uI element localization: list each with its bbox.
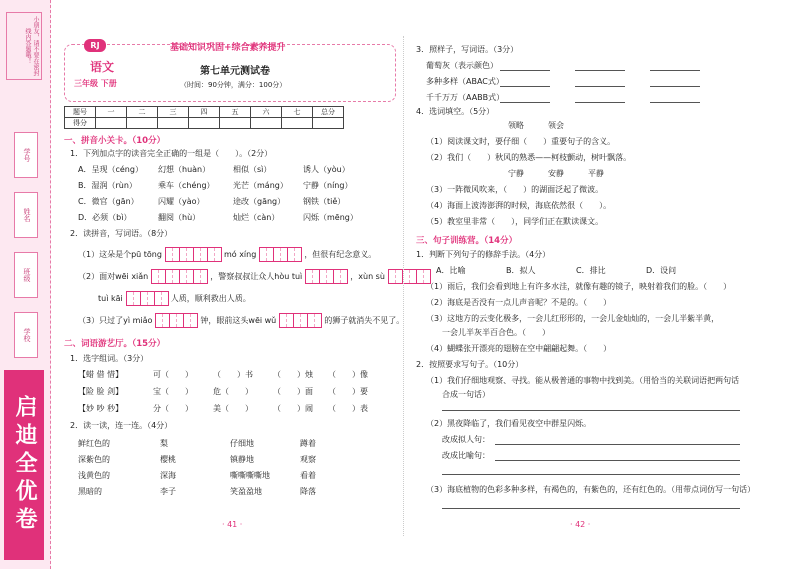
q7-item-1[interactable]: （1）雨后，我们会看到地上有许多水洼，就像有趣的镜子，映射着我们的脸。（ ） (426, 282, 732, 291)
page-number-left: · 41 · (222, 520, 243, 529)
slogan: 基础知识巩固+综合素养提升 (170, 43, 286, 53)
q3-prompt: 1．选字组词。（3分） (70, 354, 149, 363)
answer-line[interactable] (442, 474, 740, 475)
score-head: 二 (127, 107, 158, 118)
q5-item-2: 多种多样（ABAC式） (426, 77, 504, 86)
match-col-3 (230, 436, 270, 500)
pinyin-grid[interactable] (259, 247, 301, 262)
score-cell[interactable] (96, 118, 127, 129)
word-choice: 领略 (508, 121, 524, 130)
page-divider (403, 36, 404, 536)
score-cell[interactable] (220, 118, 251, 129)
rhetoric-option: D．设问 (646, 266, 677, 275)
match-item[interactable]: 鲜红色的 (78, 439, 110, 448)
section-2-heading: 二、词语游艺厅。（15分） (64, 339, 166, 349)
word-choice: 安静 (548, 169, 564, 178)
match-item[interactable]: 笑盈盈地 (230, 487, 262, 496)
word-choice: 平静 (588, 169, 604, 178)
answer-line[interactable] (650, 86, 700, 87)
rhetoric-option: C．排比 (576, 266, 606, 275)
match-item[interactable]: 降落 (300, 487, 316, 496)
match-item[interactable]: 浅黄色的 (78, 471, 110, 480)
time-info: （时间：90分钟，满分：100分） (180, 81, 287, 89)
score-cell[interactable] (127, 118, 158, 129)
q8-item-2: （2）黑夜降临了，我们看见夜空中群星闪烁。 (426, 419, 592, 428)
score-head: 三 (158, 107, 189, 118)
match-item[interactable]: 李子 (160, 487, 176, 496)
field-school[interactable]: 学校 (14, 312, 38, 358)
match-item[interactable]: 黑暗的 (78, 487, 102, 496)
score-head: 题号 (65, 107, 96, 118)
pinyin-grid[interactable] (165, 247, 221, 262)
q8-item-1-cont: 合成一句话） (442, 390, 490, 399)
grade-label: 三年级 下册 (74, 79, 117, 88)
word-choice: 领会 (548, 121, 564, 130)
field-student-number[interactable]: 学号 (14, 132, 38, 178)
q8-item-2-a: 改成拟人句： (442, 435, 490, 444)
match-item[interactable]: 蹲着 (300, 439, 316, 448)
q4-prompt: 2．读一读，连一连。（4分） (70, 421, 173, 430)
answer-line[interactable] (495, 460, 740, 461)
pinyin-grid[interactable] (126, 291, 168, 306)
match-item[interactable]: 深紫色的 (78, 455, 110, 464)
q6-line-5[interactable]: （5）教室里非常（ ），同学们正在默读课文。 (426, 217, 604, 226)
q7-item-3-cont[interactable]: 一会儿半灰半百合色。（ ） (442, 328, 550, 337)
word-choice: 宁静 (508, 169, 524, 178)
q2-prompt: 2．读拼音，写词语。（8分） (70, 229, 173, 238)
q2-line-4: （3）只过了yì miǎo 钟，眼前这头wēi wǔ 的狮子就消失不见了。 (78, 313, 404, 328)
binding-strip (0, 0, 51, 569)
match-item[interactable]: 樱桃 (160, 455, 176, 464)
q8-item-1: （1）我们仔细地观察、寻找。能从极普通的事物中找到美。（用恰当的关联词语把两句话 (426, 376, 740, 385)
field-name[interactable]: 姓名 (14, 192, 38, 238)
q2-line-2: （2）面对wēi xiǎn ，警察叔叔让众人hòu tuì ，xùn sù (78, 269, 433, 284)
match-item[interactable]: 观察 (300, 455, 316, 464)
answer-line[interactable] (442, 410, 740, 411)
answer-line[interactable] (495, 444, 740, 445)
section-1-heading: 一、拼音小关卡。（10分） (64, 136, 166, 146)
page-number-right: · 42 · (570, 520, 591, 529)
q8-prompt: 2．按照要求写句子。（10分） (416, 360, 524, 369)
score-head: 五 (220, 107, 251, 118)
match-col-2 (160, 436, 176, 500)
match-item[interactable]: 嘶嘶嘶嘶地 (230, 471, 270, 480)
edition-badge: RJ (84, 39, 106, 52)
match-col-1 (78, 436, 110, 500)
q8-item-3: （3）海底植物的色彩多种多样，有褐色的，有紫色的，还有红色的。（用带点词仿写一句话） (426, 485, 756, 494)
q5-item-1: 葡萄灰（表示颜色） (426, 61, 498, 70)
q6-line-4[interactable]: （4）海面上波涛澎湃的时候，海底依然很（ ）。 (426, 201, 612, 210)
answer-line[interactable] (500, 86, 550, 87)
score-cell[interactable] (251, 118, 282, 129)
answer-line[interactable] (500, 102, 550, 103)
answer-line[interactable] (442, 508, 740, 509)
answer-line[interactable] (500, 70, 550, 71)
q6-line-1[interactable]: （1）阅读课文时，要仔细（ ）重要句子的含义。 (426, 137, 616, 146)
q2-line-1: （1）这朵是个pū tōng mó xíng ，但很有纪念意义。 (78, 247, 376, 262)
answer-line[interactable] (650, 102, 700, 103)
match-col-4 (300, 436, 316, 500)
rhetoric-option: A．比喻 (436, 266, 466, 275)
section-3-heading: 三、句子训练营。（14分） (416, 236, 518, 246)
match-item[interactable]: 仔细地 (230, 439, 254, 448)
pinyin-grid[interactable] (305, 269, 347, 284)
score-cell[interactable] (313, 118, 344, 129)
q7-item-4[interactable]: （4）蝴蝶张开漂亮的翅膀在空中翩翩起舞。（ ） (426, 344, 612, 353)
score-head: 七 (282, 107, 313, 118)
q7-item-2[interactable]: （2）海底是否没有一点儿声音呢？不是的。（ ） (426, 298, 612, 307)
answer-line[interactable] (575, 86, 625, 87)
answer-line[interactable] (575, 102, 625, 103)
score-cell[interactable] (282, 118, 313, 129)
q6-line-3[interactable]: （3）一阵微风吹来，（ ）的湖面泛起了微波。 (426, 185, 604, 194)
match-item[interactable]: 镇静地 (230, 455, 254, 464)
score-head: 六 (251, 107, 282, 118)
rhetoric-option: B．拟人 (506, 266, 536, 275)
q6-line-2[interactable]: （2）我们（ ）秋风的熟悉——柯枝颤动，树叶飘落。 (426, 153, 632, 162)
q2-line-3: tuì kāi 人质，顺利救出人质。 (98, 291, 251, 306)
q1-prompt: 1．下列加点字的读音完全正确的一组是（ ）。（2分） (70, 149, 273, 158)
answer-line[interactable] (650, 70, 700, 71)
pinyin-grid[interactable] (279, 313, 321, 328)
q6-prompt: 4．选词填空。（5分） (416, 107, 495, 116)
match-item[interactable]: 梨 (160, 439, 168, 448)
pinyin-grid[interactable] (151, 269, 207, 284)
score-cell[interactable] (158, 118, 189, 129)
q5-prompt: 3．照样子，写词语。（3分） (416, 45, 519, 54)
q7-item-3[interactable]: （3）这地方的云变化极多，一会儿红形形的，一会儿金灿灿的，一会儿半紫半黄， (426, 314, 720, 323)
match-item[interactable]: 深海 (160, 471, 176, 480)
q8-item-2-b: 改成比喻句： (442, 451, 490, 460)
brand-logo: 启迪全优卷 (4, 370, 44, 560)
score-head: 总分 (313, 107, 344, 118)
pinyin-grid[interactable] (388, 269, 430, 284)
score-cell[interactable] (189, 118, 220, 129)
score-table (64, 106, 344, 129)
score-head: 四 (189, 107, 220, 118)
q7-prompt: 1．判断下列句子的修辞手法。（4分） (416, 250, 551, 259)
seal-note: 小朋友，请不要在密封线内答题哦！ (6, 12, 42, 80)
field-class[interactable]: 班级 (14, 252, 38, 298)
match-item[interactable]: 看着 (300, 471, 316, 480)
score-head: 一 (96, 107, 127, 118)
score-row-label: 得分 (65, 118, 96, 129)
page-title: 第七单元测试卷 (200, 66, 270, 77)
q5-item-3: 千千万万（AABB式） (426, 93, 505, 102)
pinyin-grid[interactable] (155, 313, 197, 328)
answer-line[interactable] (575, 70, 625, 71)
subject-label: 语文 (90, 60, 115, 74)
